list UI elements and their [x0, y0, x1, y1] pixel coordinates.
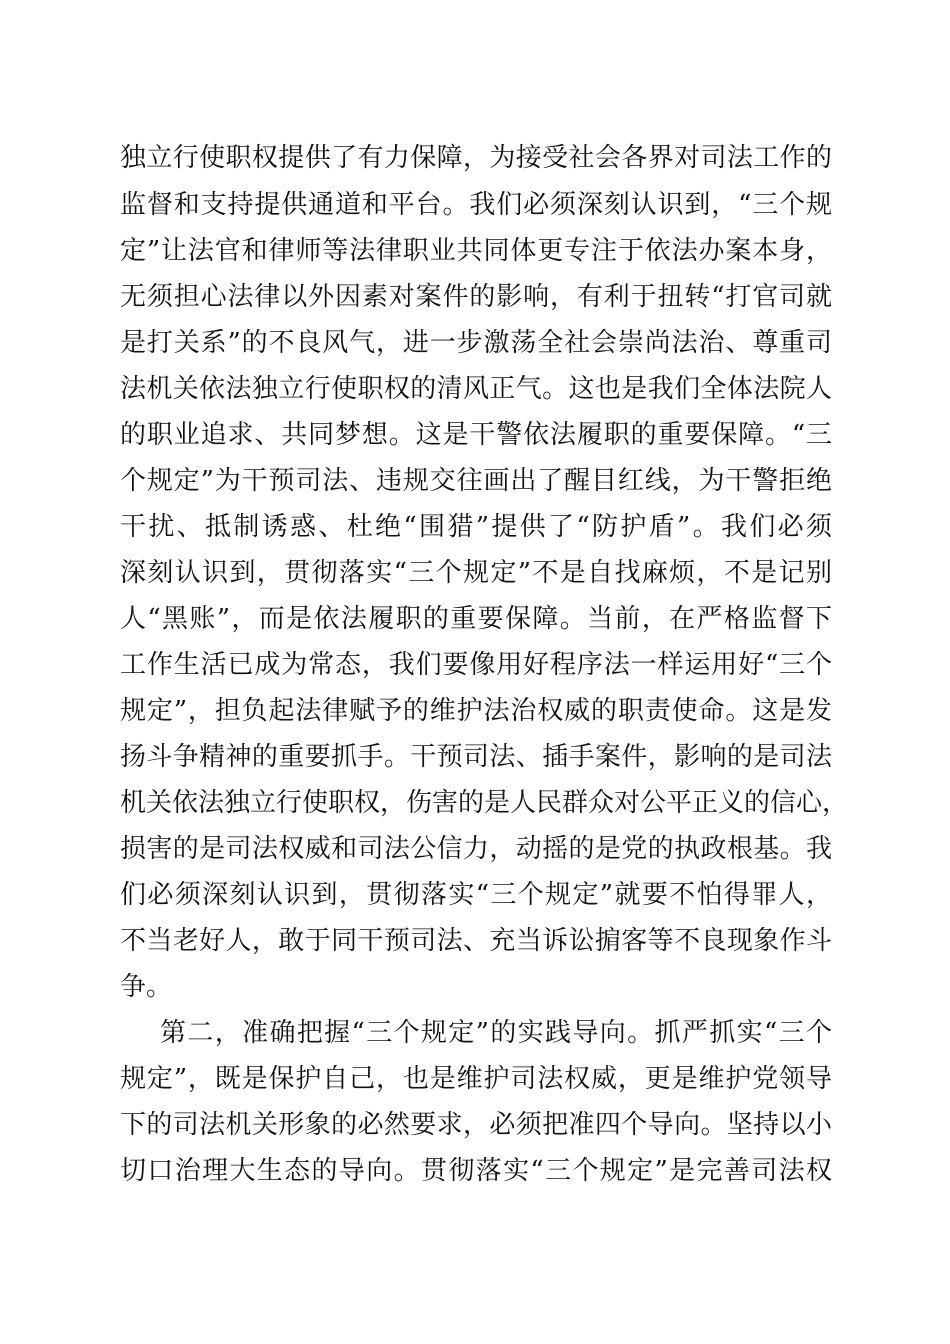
- text-line: 定”让法官和律师等法律职业共同体更专注于依法办案本身，: [120, 236, 832, 266]
- text-line: 的职业追求、共同梦想。这是干警依法履职的重要保障。“三: [120, 420, 832, 450]
- text-line: 不当老好人，敢于同干预司法、充当诉讼掮客等不良现象作斗: [120, 926, 832, 956]
- text-line: 规定”，既是保护自己，也是维护司法权威，更是维护党领导: [120, 1064, 832, 1094]
- text-line: 干扰、抵制诱惑、杜绝“围猎”提供了“防护盾”。我们必须: [120, 512, 832, 542]
- text-line: 切口治理大生态的导向。贯彻落实“三个规定”是完善司法权: [120, 1156, 832, 1186]
- text-line: 规定”，担负起法律赋予的维护法治权威的职责使命。这是发: [120, 696, 832, 726]
- text-line: 争。: [120, 972, 173, 1002]
- text-line: 损害的是司法权威和司法公信力，动摇的是党的执政根基。我: [120, 834, 832, 864]
- text-line: 个规定”为干预司法、违规交往画出了醒目红线，为干警拒绝: [120, 466, 832, 496]
- text-line: 人“黑账”，而是依法履职的重要保障。当前，在严格监督下: [120, 604, 832, 634]
- text-line: 机关依法独立行使职权，伤害的是人民群众对公平正义的信心，: [120, 788, 849, 818]
- text-line: 深刻认识到，贯彻落实“三个规定”不是自找麻烦，不是记别: [120, 558, 832, 588]
- text-line: 们必须深刻认识到，贯彻落实“三个规定”就要不怕得罪人，: [120, 880, 832, 910]
- text-line: 是打关系”的不良风气，进一步激荡全社会崇尚法治、尊重司: [120, 328, 832, 358]
- text-line: 工作生活已成为常态，我们要像用好程序法一样运用好“三个: [120, 650, 832, 680]
- text-line: 扬斗争精神的重要抓手。干预司法、插手案件，影响的是司法: [120, 742, 832, 772]
- text-line: 无须担心法律以外因素对案件的影响，有利于扭转“打官司就: [120, 282, 832, 312]
- text-line: 监督和支持提供通道和平台。我们必须深刻认识到，“三个规: [120, 190, 832, 220]
- text-line: 第二，准确把握“三个规定”的实践导向。抓严抓实“三个: [160, 1018, 832, 1048]
- text-line: 下的司法机关形象的必然要求，必须把准四个导向。坚持以小: [120, 1110, 832, 1140]
- text-line: 独立行使职权提供了有力保障，为接受社会各界对司法工作的: [120, 143, 832, 173]
- text-line: 法机关依法独立行使职权的清风正气。这也是我们全体法院人: [120, 374, 832, 404]
